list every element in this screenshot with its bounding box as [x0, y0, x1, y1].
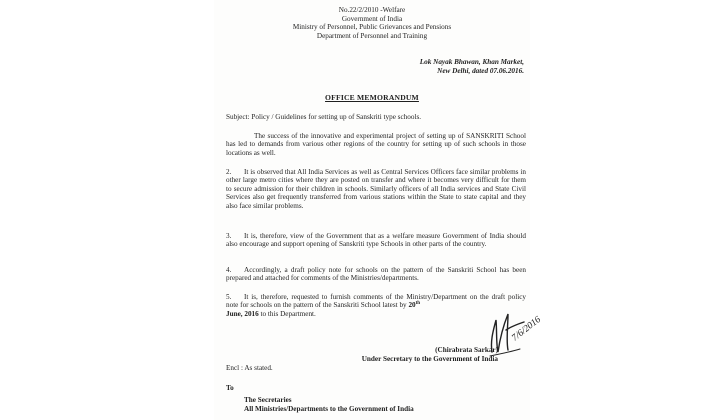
- paragraph-text: It is, therefore, view of the Government that as a welfare measure Government of India should also encourage and support opening of Sanskriti type Schools in other parts of the country.: [226, 232, 526, 249]
- paragraph-2: [226, 168, 526, 210]
- paragraph-3: [226, 232, 526, 249]
- signer-designation: Under Secretary to the Government of India: [361, 354, 498, 363]
- addressee-line-1: The Secretaries: [244, 396, 292, 404]
- paragraph-text: It is observed that All India Services as well as Central Services Officers face similar problems in other large metro cities where they are posted on transfer and where it becomes very difficult for them to secure admission for their children in schools. Similarly officers of all India services and State Civil Services also get frequently transferred from various stations within the State to state capital and they also face similar problems.: [226, 168, 526, 210]
- paragraph-number: 3.: [226, 232, 232, 240]
- signer-block: [362, 346, 498, 363]
- address-line-1: Lok Nayak Bhawan, Khan Market,: [419, 58, 524, 66]
- addressee-line-2: All Ministries/Departments to the Government of India: [244, 404, 414, 413]
- paragraph-4: [226, 266, 526, 283]
- file-number: No.22/2/2010 -Welfare: [338, 6, 406, 14]
- office-address: [420, 58, 524, 75]
- address-line-2: New Delhi, dated 07.06.2016.: [437, 66, 524, 75]
- document-title: OFFICE MEMORANDUM: [325, 93, 419, 102]
- paragraph-text: Accordingly, a draft policy note for schools on the pattern of the Sanskriti School has been prepared and attached for comments of the Ministries/departments.: [226, 266, 526, 283]
- paragraph-text: It is, therefore, requested to furnish comments of the Ministry/Department on the draft policy note for schools on the pattern of the Sanskriti School latest by: [226, 293, 526, 310]
- to-label: To: [226, 384, 234, 392]
- addressee-block: [244, 396, 414, 413]
- paragraph-number: 5.: [226, 293, 232, 301]
- paragraph-1: The success of the innovative and experimental project of setting up of SANSKRITI School has led to demands from various other regions of the country for setting up of such schools in those locations as well.: [226, 132, 526, 157]
- subject-line: Subject: Policy / Guidelines for setting up of Sanskriti type schools.: [226, 113, 422, 121]
- deadline-date: 20th June, 2016: [226, 301, 421, 318]
- signer-name: (Chirabrata Sarkar): [435, 346, 498, 354]
- ministry-name: Ministry of Personnel, Public Grievances and Pensions: [292, 23, 452, 32]
- office-memorandum-document: [214, 0, 544, 420]
- paragraph-5: [226, 293, 526, 318]
- signature-date: 7/6/2016: [510, 314, 544, 344]
- enclosure-note: Encl : As stated.: [226, 364, 273, 372]
- paragraph-tail: to this Department.: [260, 309, 316, 318]
- letterhead: [214, 6, 530, 40]
- department-name: Department of Personnel and Training: [316, 31, 428, 40]
- government-name: Government of India: [341, 14, 403, 23]
- paragraph-number: 2.: [226, 168, 232, 176]
- paragraph-number: 4.: [226, 266, 232, 274]
